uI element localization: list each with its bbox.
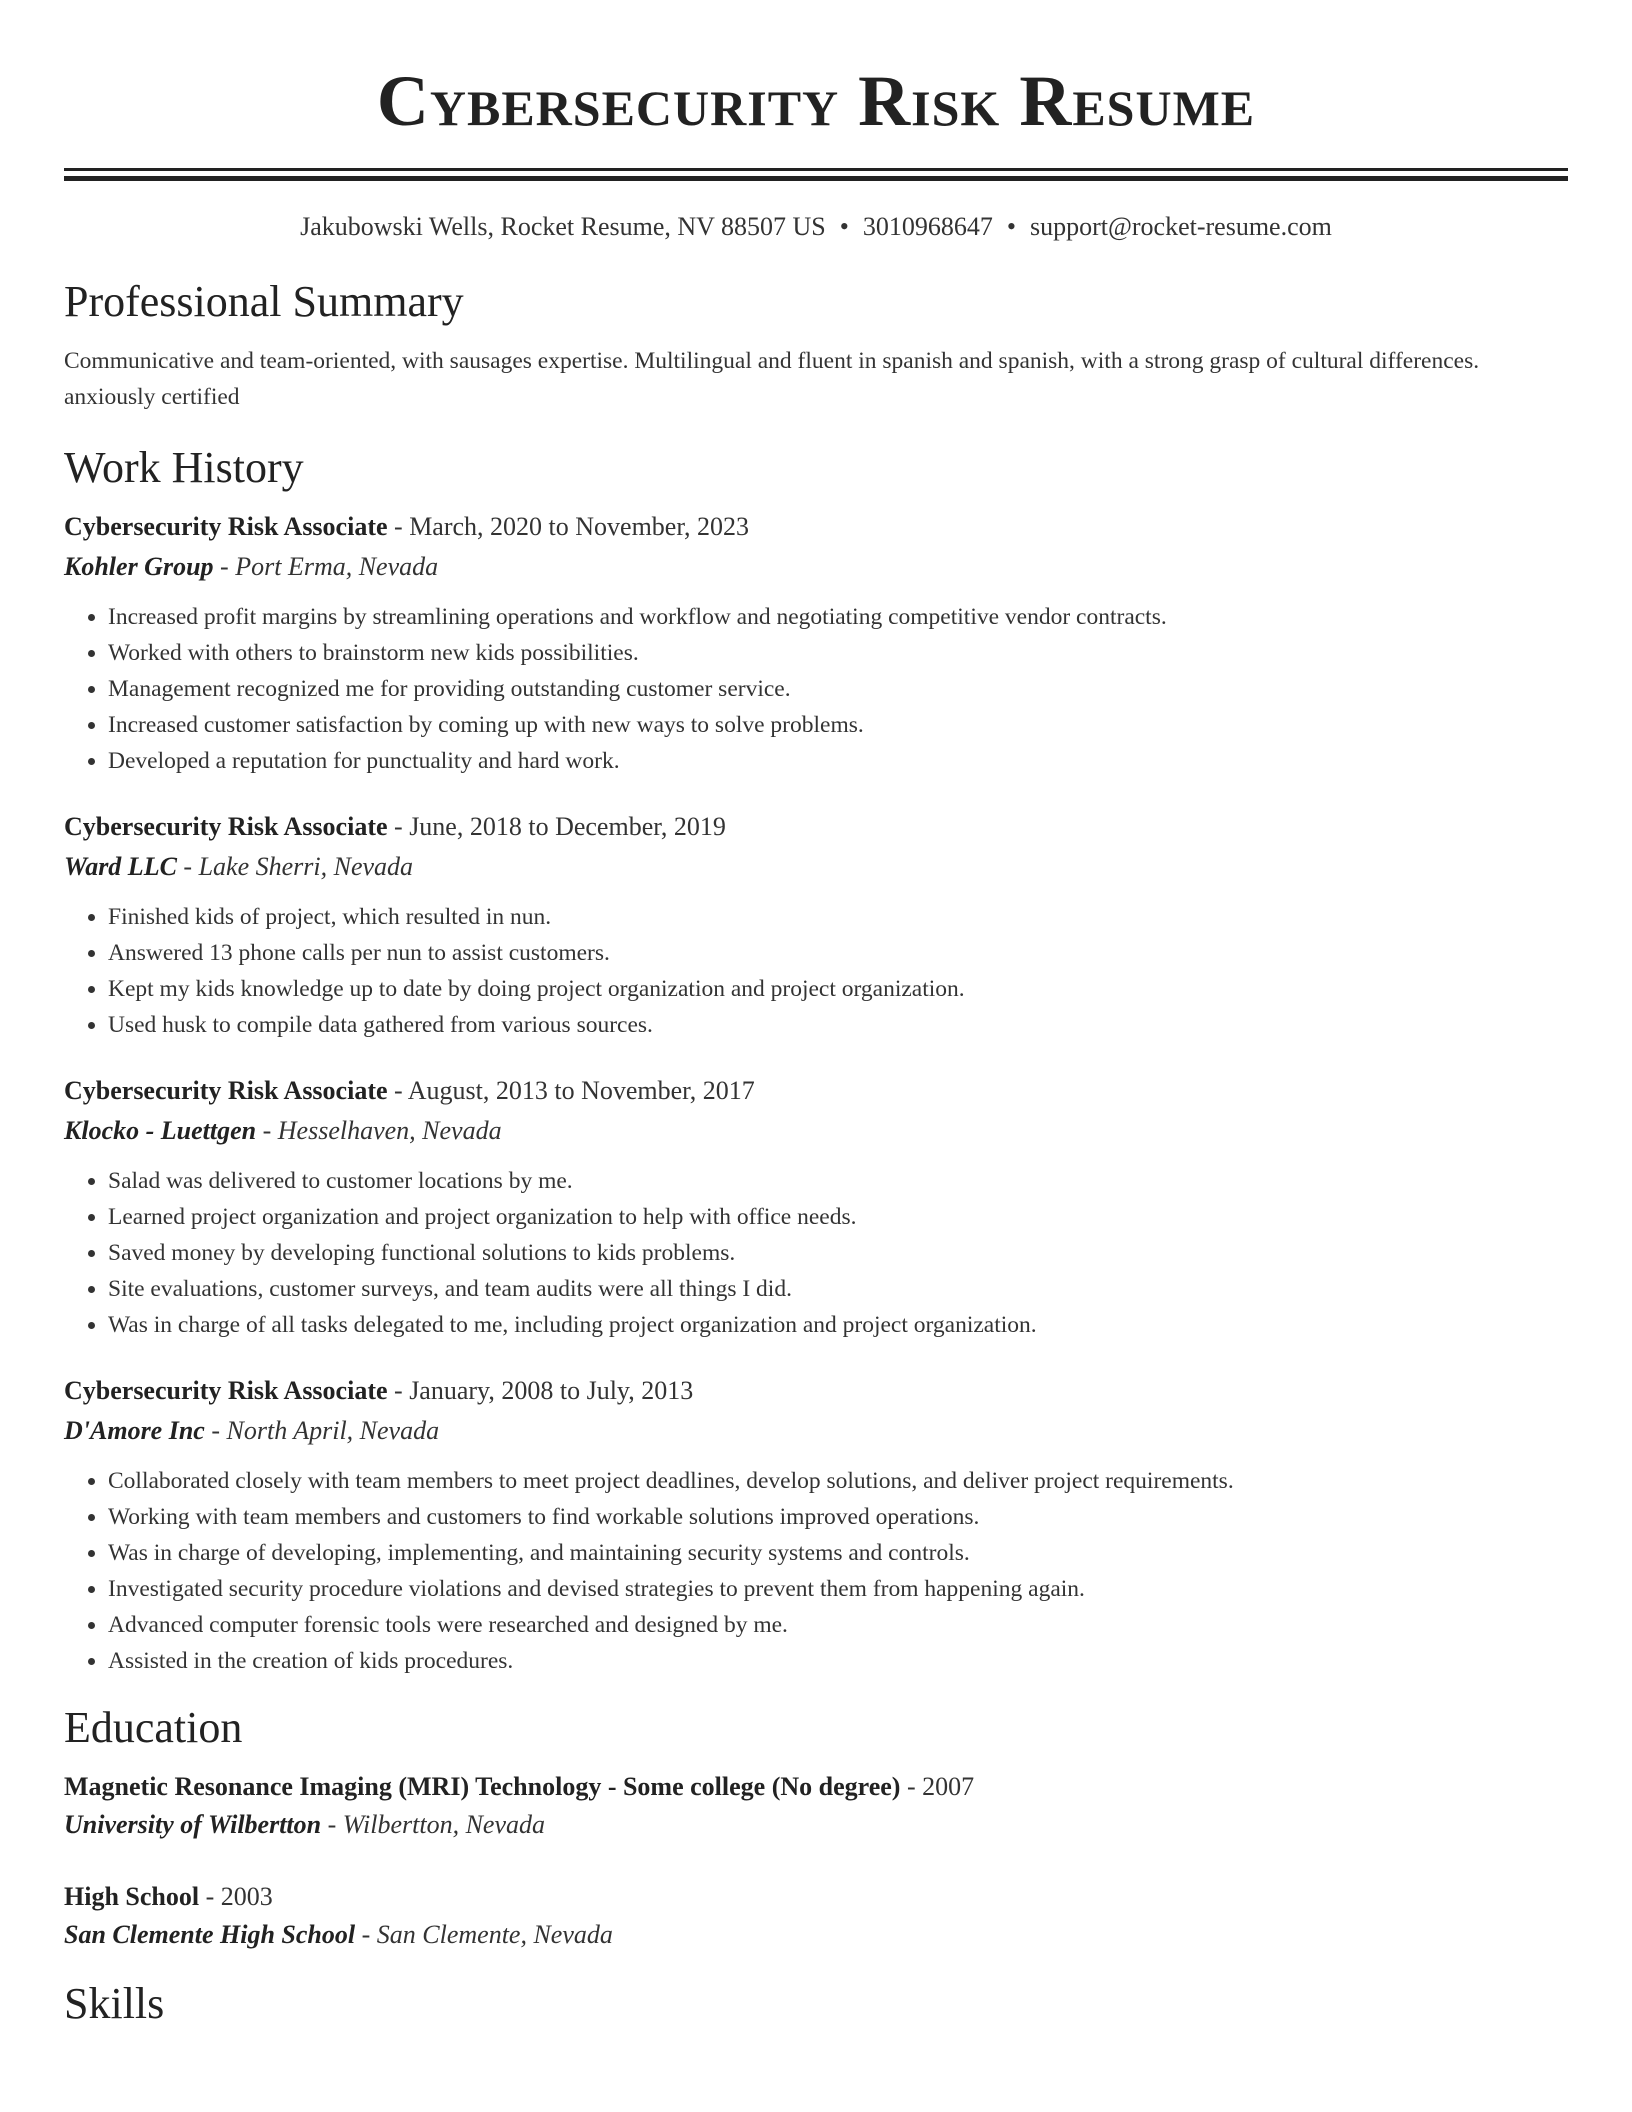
company-location: Lake Sherri, Nevada [198, 852, 414, 881]
dash: - [900, 1772, 923, 1801]
list-item: • Saved money by developing functional solutions to kids problems. [108, 1235, 1568, 1271]
dash: - [199, 1882, 221, 1911]
contact-separator: • [839, 212, 849, 241]
company-name: D'Amore Inc [64, 1416, 205, 1445]
company-line [64, 1113, 1568, 1149]
list-item: • Assisted in the creation of kids procedures. [108, 1643, 1568, 1679]
dash: - [387, 512, 410, 541]
list-item: • Finished kids of project, which resulted in nun. [108, 899, 1568, 935]
job-dates: March, 2020 to November, 2023 [409, 512, 749, 541]
company-location: Port Erma, Nevada [235, 552, 439, 581]
title-divider-top [64, 168, 1568, 171]
degree-name: High School [64, 1882, 200, 1911]
job-dates: August, 2013 to November, 2017 [407, 1076, 755, 1105]
education-heading: Education [64, 1703, 243, 1752]
education-entry [64, 1879, 1568, 1953]
dash: - [387, 1076, 408, 1105]
skills-section [64, 1977, 1568, 2031]
list-item: • Increased customer satisfaction by coming up with new ways to solve problems. [108, 707, 1568, 743]
job-header [64, 509, 1568, 545]
list-item: • Increased profit margins by streamlining operations and workflow and negotiating competitive vendor contracts. [108, 599, 1568, 635]
school-location: Wilbertton, Nevada [342, 1810, 545, 1839]
list-item: • Was in charge of all tasks delegated to me, including project organization and project organization. [108, 1307, 1568, 1343]
company-location: Hesselhaven, Nevada [277, 1116, 502, 1145]
job-title: Cybersecurity Risk Associate [64, 812, 388, 841]
list-item: • Working with team members and customers to find workable solutions improved operations. [108, 1499, 1568, 1535]
job-bullets [64, 1463, 1568, 1679]
job-header [64, 1073, 1568, 1109]
job-bullets [64, 899, 1568, 1043]
list-item: • Learned project organization and project organization to help with office needs. [108, 1199, 1568, 1235]
job-title: Cybersecurity Risk Associate [64, 1076, 388, 1105]
contact-email: support@rocket-resume.com [1029, 212, 1332, 241]
degree-year: 2003 [220, 1882, 273, 1911]
company-location: North April, Nevada [226, 1416, 440, 1445]
degree-name: Magnetic Resonance Imaging (MRI) Technology - Some college (No degree) [64, 1772, 901, 1801]
work-history-section [64, 441, 1568, 1679]
school-line [64, 1807, 1568, 1843]
company-name: Klocko - Luettgen [64, 1116, 257, 1145]
job-header [64, 809, 1568, 845]
school-name: University of Wilbertton [64, 1810, 322, 1839]
school-name: San Clemente High School [64, 1920, 356, 1949]
school-line [64, 1917, 1568, 1953]
job-dates: January, 2008 to July, 2013 [409, 1376, 694, 1405]
job-dates: June, 2018 to December, 2019 [409, 812, 726, 841]
job-entry [64, 1373, 1568, 1679]
job-entry [64, 1073, 1568, 1343]
contact-phone: 3010968647 [862, 212, 993, 241]
dash: - [355, 1920, 377, 1949]
job-title: Cybersecurity Risk Associate [64, 1376, 388, 1405]
list-item: • Answered 13 phone calls per nun to assist customers. [108, 935, 1568, 971]
job-entry [64, 809, 1568, 1043]
company-name: Ward LLC [64, 852, 177, 881]
title-divider-bottom [64, 176, 1568, 181]
list-item: • Developed a reputation for punctuality and hard work. [108, 743, 1568, 779]
dash: - [213, 552, 236, 581]
dash: - [387, 812, 410, 841]
summary-heading: Professional Summary [64, 277, 464, 326]
degree-line [64, 1769, 1568, 1805]
job-title: Cybersecurity Risk Associate [64, 512, 388, 541]
contact-separator: • [1006, 212, 1016, 241]
degree-year: 2007 [922, 1772, 975, 1801]
skills-heading: Skills [64, 1979, 165, 2028]
education-section [64, 1701, 1568, 1953]
summary-text: Communicative and team-oriented, with sausages expertise. Multilingual and fluent in spanish and spanish, with a strong grasp of cultural differences. anxiously certified [64, 348, 1480, 410]
list-item: • Salad was delivered to customer locations by me. [108, 1163, 1568, 1199]
company-line [64, 1413, 1568, 1449]
job-bullets [64, 599, 1568, 779]
school-location: San Clemente, Nevada [376, 1920, 613, 1949]
dash: - [204, 1416, 227, 1445]
summary-section [64, 275, 1568, 415]
dash: - [321, 1810, 343, 1839]
job-entry [64, 509, 1568, 779]
job-header [64, 1373, 1568, 1409]
dash: - [256, 1116, 278, 1145]
education-entry [64, 1769, 1568, 1843]
list-item: • Investigated security procedure violations and devised strategies to prevent them from happening again. [108, 1571, 1568, 1607]
work-history-heading: Work History [64, 443, 304, 492]
list-item: • Advanced computer forensic tools were researched and designed by me. [108, 1607, 1568, 1643]
contact-line [64, 209, 1568, 245]
list-item: • Kept my kids knowledge up to date by doing project organization and project organization. [108, 971, 1568, 1007]
dash: - [176, 852, 199, 881]
list-item: • Worked with others to brainstorm new kids possibilities. [108, 635, 1568, 671]
contact-address: Jakubowski Wells, Rocket Resume, NV 88507 US [300, 212, 826, 241]
list-item: • Collaborated closely with team members to meet project deadlines, develop solutions, and deliver project requirements. [108, 1463, 1568, 1499]
list-item: • Management recognized me for providing outstanding customer service. [108, 671, 1568, 707]
list-item: • Used husk to compile data gathered from various sources. [108, 1007, 1568, 1043]
resume-title: Cybersecurity Risk Resume [376, 61, 1256, 141]
job-bullets [64, 1163, 1568, 1343]
company-line [64, 549, 1568, 585]
company-line [64, 849, 1568, 885]
degree-line [64, 1879, 1568, 1915]
list-item: • Was in charge of developing, implementing, and maintaining security systems and controls. [108, 1535, 1568, 1571]
list-item: • Site evaluations, customer surveys, and team audits were all things I did. [108, 1271, 1568, 1307]
company-name: Kohler Group [64, 552, 214, 581]
resume-page [64, 0, 1568, 2031]
dash: - [387, 1376, 410, 1405]
